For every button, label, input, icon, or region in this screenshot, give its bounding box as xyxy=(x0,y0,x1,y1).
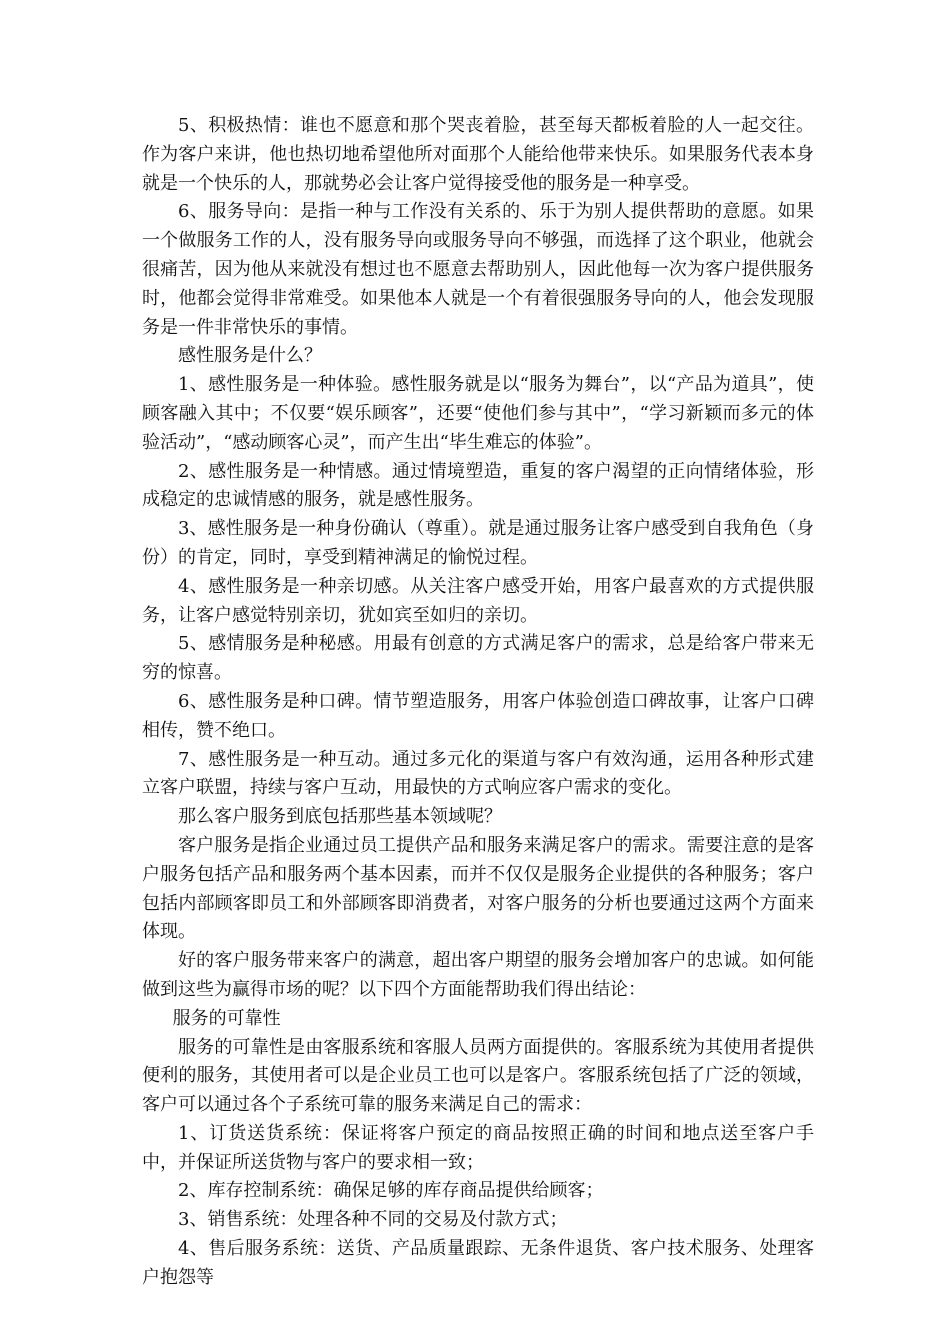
list-item-inventory-system: 2、库存控制系统：确保足够的库存商品提供给顾客； xyxy=(178,1180,604,1202)
paragraph-emotional-3: 3、感性服务是一种身份确认（尊重）。就是通过服务让客户感受到自我角色（身份）的肯定，同时，享受到精神满足的愉悦过程。 xyxy=(142,518,814,568)
paragraph-reliability-description: 服务的可靠性是由客服系统和客服人员两方面提供的。客服系统为其使用者提供便利的服务，其使用者可以是企业员工也可以是客户。客服系统包括了广泛的领域，客户可以通过各个子系统可靠的服务来满足自己的需求： xyxy=(142,1036,814,1116)
heading-basic-areas: 那么客户服务到底包括那些基本领域呢？ xyxy=(178,806,502,828)
list-item-sales-system: 3、销售系统：处理各种不同的交易及付款方式； xyxy=(178,1209,568,1231)
paragraph-enthusiasm: 5、积极热情：谁也不愿意和那个哭丧着脸，甚至每天都板着脸的人一起交往。作为客户来讲，他也热切地希望他所对面那个人能给他带来快乐。如果服务代表本身就是一个快乐的人，那就势必会让客户觉得接受他的服务是一种享受。 xyxy=(142,115,814,194)
paragraph-emotional-7: 7、感性服务是一种互动。通过多元化的渠道与客户有效沟通，运用各种形式建立客户联盟，持续与客户互动，用最快的方式响应客户需求的变化。 xyxy=(142,748,814,799)
document-page xyxy=(142,112,814,1293)
paragraph-emotional-2: 2、感性服务是一种情感。通过情境塑造，重复的客户渴望的正向情绪体验，形成稳定的忠诚情感的服务，就是感性服务。 xyxy=(142,460,814,511)
paragraph-service-orientation: 6、服务导向：是指一种与工作没有关系的、乐于为别人提供帮助的意愿。如果一个做服务工作的人，没有服务导向或服务导向不够强，而选择了这个职业，他就会很痛苦，因为他从来就没有想过也不愿意去帮助别人，因此他每一次为客户提供服务时，他都会觉得非常难受。如果他本人就是一个有着很强服务导向的人，他会发现服务是一件非常快乐的事情。 xyxy=(142,201,814,338)
paragraph-emotional-4: 4、感性服务是一种亲切感。从关注客户感受开始，用客户最喜欢的方式提供服务，让客户感觉特别亲切，犹如宾至如归的亲切。 xyxy=(142,575,814,626)
paragraph-emotional-5: 5、感情服务是种秘感。用最有创意的方式满足客户的需求，总是给客户带来无穷的惊喜。 xyxy=(142,633,814,684)
list-item-ordering-system: 1、订货送货系统：保证将客户预定的商品按照正确的时间和地点送至客户手中，并保证所送货物与客户的要求相一致； xyxy=(142,1122,814,1173)
list-item-after-sales-system: 4、售后服务系统：送货、产品质量跟踪、无条件退货、客户技术服务、处理客户抱怨等 xyxy=(142,1238,814,1288)
heading-service-reliability: 服务的可靠性 xyxy=(172,1007,281,1029)
paragraph-satisfaction-loyalty: 好的客户服务带来客户的满意，超出客户期望的服务会增加客户的忠诚。如何能做到这些为赢得市场的呢？以下四个方面能帮助我们得出结论： xyxy=(142,950,814,1000)
paragraph-emotional-6: 6、感性服务是种口碑。情节塑造服务，用客户体验创造口碑故事，让客户口碑相传，赞不绝口。 xyxy=(142,690,814,741)
heading-emotional-service: 感性服务是什么？ xyxy=(178,345,322,367)
paragraph-customer-service-definition: 客户服务是指企业通过员工提供产品和服务来满足客户的需求。需要注意的是客户服务包括产品和服务两个基本因素，而并不仅仅是服务企业提供的各种服务；客户包括内部顾客即员工和外部顾客即消费者，对客户服务的分析也要通过这两个方面来体现。 xyxy=(142,834,814,943)
paragraph-emotional-1: 1、感性服务是一种体验。感性服务就是以“服务为舞台”，以“产品为道具”，使顾客融入其中；不仅要“娱乐顾客”，还要“使他们参与其中”，“学习新颖而多元的体验活动”，“感动顾客心灵”，而产生出“毕生难忘的体验”。 xyxy=(142,374,814,453)
